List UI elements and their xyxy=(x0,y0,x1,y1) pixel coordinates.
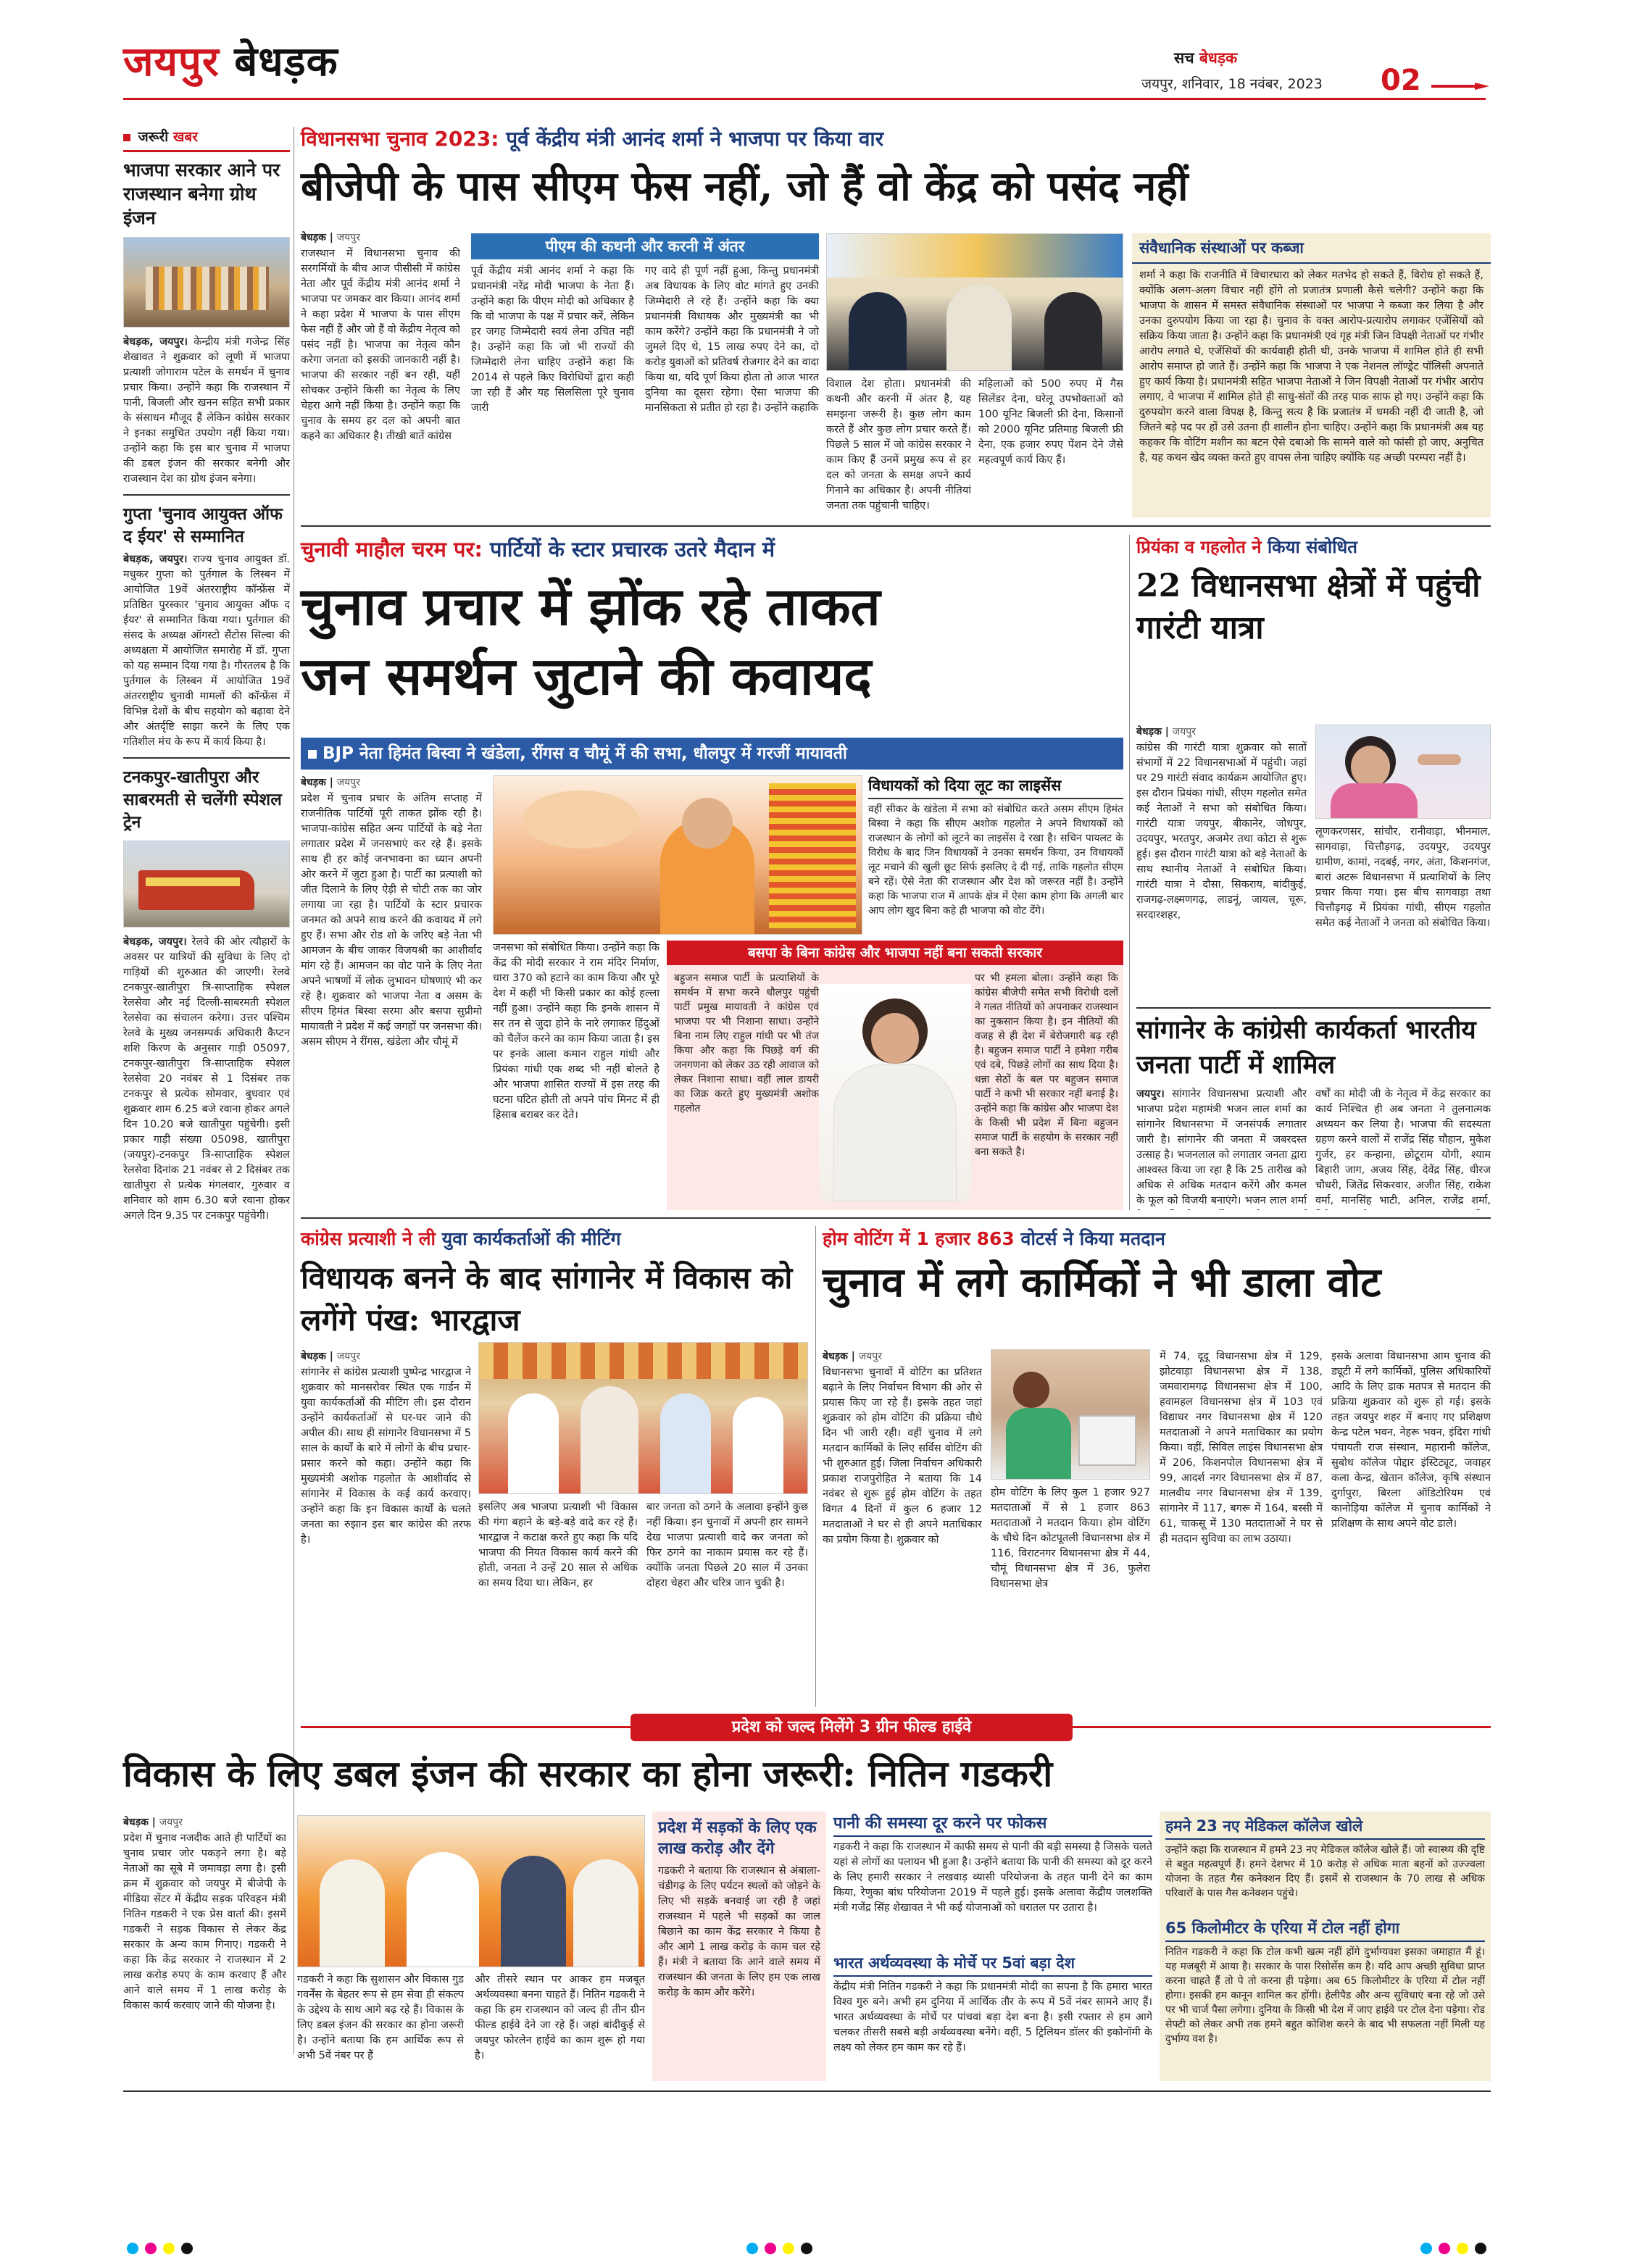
sidebar-story-3: बेधड़क, जयपुर। रेलवे की ओर त्यौहारों के अवसर पर यात्रियों की सुविधा के लिए दो गाड़ियों की शुरुआत की जाएगी। रेलवे टनकपुर-खातीपुरा त्रि-साप्ताहिक स्पेशल रेलसेवा और नई दिल्ली-साबरमती स्पेशल रेलसेवा का संचालन करेगा। उत्तर पश्चिम रेलवे के मुख्य जनसम्पर्क अधिकारी कैप्टन शशि किरण के अनुसार गाड़ी 05097, टनकपुर-खातीपुरा त्रि-साप्ताहिक स्पेशल रेलसेवा 20 नवंबर से 1 दिसंबर तक टनकपुर से प्रत्येक सोमवार, बुधवार एवं शुक्रवार शाम 6.25 बजे रवाना होकर अगले दिन 10.20 बजे खातीपुरा पहुंचेगी। इसी प्रकार गाड़ी संख्या 05098, खातीपुरा (जयपुर)-टनकपुर त्रि-साप्ताहिक स्पेशल रेलसेवा दिनांक 21 नवंबर से 2 दिसंबर तक खातीपुरा से प्रत्येक मंगलवार, गुरुवार व शनिवार को शाम 6.30 बजे रवाना होकर अगले दिन 9.35 पर टनकपुर पहुंचेगी। xyxy=(123,936,291,1222)
story7-col3: और तीसरे स्थान पर आकर हम मजबूत अर्थव्यवस्था बनना चाहते हैं। नितिन गडकरी ने कहा कि हम राजस्थान को जल्द ही तीन ग्रीन फील्ड हाईवे देने जा रहे हैं। जहां बांदीकुई से जयपुर फोरलेन हाईवे का काम शुरू हो गया है। xyxy=(475,1974,645,2061)
story7-box1-text: गडकरी ने बताया कि राजस्थान से अंबाला-चंडीगढ़ के लिए पर्यटन स्थलों को जोड़ने के लिए भी सड़कें बनवाई जा रही है जहां राजस्थान में पहले भी सड़कों का जाल बिछाने का काम केंद्र सरकार ने किया है और आगे 1 लाख करोड़ के काम चल रहे हैं। मंत्री ने बताया कि आने वाले समय में राजस्थान की जनता के लिए हम एक लाख करोड़ के काम और करेंगे। xyxy=(658,1865,820,1998)
story1-kicker: विधानसभा चुनाव 2023: पूर्व केंद्रीय मंत्री आनंद शर्मा ने भाजपा पर किया वार xyxy=(301,127,884,151)
story2-box1-title: विधायकों को दिया लूट का लाइसेंस xyxy=(868,775,1123,799)
square-bullet-icon xyxy=(123,134,130,141)
story5-col1: सांगानेर से कांग्रेस प्रत्याशी पुष्पेन्द्र भारद्वाज ने शुक्रवार को मानसरोवर स्थित एक गार्डन में युवा कार्यकर्ताओं की मीटिंग ली। इस दौरान उन्होंने कार्यकर्ताओं से घर-घर जाने की अपील की। साथ ही सांगानेर विधानसभा में 5 साल के कार्यों के बारे में लोगों के बीच प्रचार-प्रसार करने को कहा। उन्होंने कहा कि मुख्यमंत्री अशोक गहलोत के आशीर्वाद से सांगानेर में विकास के कई कार्य करवाए। उन्होंने कहा कि इन विकास कार्यों के चलते जनता का रुझान इस बार कांग्रेस की तरफ है। xyxy=(301,1367,471,1546)
story1-byline: बेधड़क | जयपुर xyxy=(301,232,360,243)
story1-col4: विशाल देश होता। प्रधानमंत्री की कथनी और करनी में अंतर है, यह समझना जरूरी है। कुछ लोग काम करते हैं और कुछ लोग प्रचार करते हैं। पिछले 5 साल में जो कांग्रेस सरकार ने काम किए हैं उनमें प्रमुख रूप से हर दल को जनता के समक्ष अपने कार्य गिनाने का अधिकार है। अपनी नीतियां जनता तक पहुंचानी चाहिए। xyxy=(826,378,971,512)
story3-byline: बेधड़क | जयपुर xyxy=(1136,726,1196,738)
cyan-dot-icon xyxy=(127,2243,138,2254)
masthead-logo xyxy=(123,33,338,88)
banner: प्रदेश को जल्द मिलेंगे 3 ग्रीन फील्ड हाईवे xyxy=(631,1714,1073,1741)
story2-box1 xyxy=(868,775,1123,935)
story6-byline: बेधड़क | जयपुर xyxy=(823,1351,882,1362)
masthead-rule xyxy=(123,98,1486,100)
story1-col5: महिलाओं को 500 रुपए में गैस सिलेंडर देना, घरेलू उपभोक्ताओं को 100 यूनिट बिजली फ्री देना, किसानों को 2000 यूनिट प्रतिमाह बिजली फ्री देना, एक हजार रुपए पेंशन देने जैसे महत्वपूर्ण कार्य किए हैं। xyxy=(978,378,1123,466)
story7-box3-title: भारत अर्थव्यवस्था के मोर्चे पर 5वां बड़ा देश xyxy=(833,1953,1152,1977)
story6-headline: चुनाव में लगे कार्मिकों ने भी डाला वोट xyxy=(823,1259,1381,1306)
story2-box2-right: पर भी हमला बोला। उन्होंने कहा कि कांग्रेस बीजेपी समेत सभी विरोधी दलों ने गलत नीतियों को अपनाकर राजस्थान का नुकसान किया है। इन नीतियों की वजह से ही देश में बेरोजगारी बढ़ रही है। बहुजन समाज पार्टी ने हमेशा गरीब एवं दबे, पिछड़े लोगों का साथ दिया है। धन्ना सेठों के बल पर बहुजन समाज पार्टी ने कभी भी सरकार नहीं बनाई है। उन्होंने कहा कि कांग्रेस और भाजपा देश के किसी भी प्रदेश में बिना बहुजन समाज पार्टी के सहयोग के सरकार नहीं बना सकते है। xyxy=(975,972,1118,1158)
story7-box1 xyxy=(652,1812,826,2081)
sidebar-headline-3: टनकपुर-खातीपुरा और साबरमती से चलेंगी स्पेशल ट्रेन xyxy=(123,767,282,832)
cyan-dot-icon xyxy=(746,2243,758,2254)
page-number: 02 xyxy=(1381,64,1421,97)
story7-byline: बेधड़क | जयपुर xyxy=(123,1817,183,1828)
train-photo xyxy=(123,841,290,927)
story1-rule xyxy=(301,525,1491,527)
story1-col1: राजस्थान में विधानसभा चुनाव की सरगर्मियों के बीच आज पीसीसी में कांग्रेस नेता और पूर्व केंद्रीय मंत्री आनंद शर्मा ने भाजपा पर जमकर वार किया। आनंद शर्मा ने कहा प्रदेश में भाजपा के पास सीएम फेस नहीं हैं और जो हैं वो केंद्रीय नेतृत्व को पसंद नहीं है। भाजपा का नेतृत्व कौन करेगा जनता को इसकी जानकारी नहीं है। भाजपा की सरकार नहीं बन रही, यहीं सोचकर उन्होंने किसी का नेतृत्व के लिए चेहरा आगे नहीं किया है। उन्होंने कहा कि चुनाव के समय हर दल को अपनी बात कहने का अधिकार है। तीखी बातें कांग्रेस xyxy=(301,248,460,442)
story1-headline: बीजेपी के पास सीएम फेस नहीं, जो हैं वो केंद्र को पसंद नहीं xyxy=(301,162,1189,210)
black-dot-icon xyxy=(801,2243,812,2254)
logo-part2: बेधड़क xyxy=(234,38,338,86)
story1-col2: पूर्व केंद्रीय मंत्री आनंद शर्मा ने कहा कि प्रधानमंत्री नरेंद्र मोदी भाजपा के नेता हैं। उन्होंने कहा कि पीएम मोदी को अधिकार है कि वो भाजपा के पक्ष में प्रचार करें, लेकिन हर जगह जिम्मेदारी स्वयं लेना उचित नहीं है। उन्होंने कहा कि जो भी राज्यों की जिम्मेदारी लेना चाहिए उन्होंने कहा कि 2014 से पहले किए विरोधियों द्वारा कही जा रही हैं और यह सिलसिला पूरे चुनाव जारी xyxy=(471,265,634,414)
black-dot-icon xyxy=(1475,2243,1486,2254)
tagline-pre: सच xyxy=(1174,49,1194,67)
gadkari-press-photo xyxy=(297,1815,645,1967)
sidebar-story-2: बेधड़क, जयपुर। राज्य चुनाव आयुक्त डॉ. मधुकर गुप्ता को पुर्तगाल के लिस्बन में आयोजित 19वें अंतरराष्ट्रीय कॉन्फ्रेंस में प्रतिष्ठित पुरस्कार 'चुनाव आयुक्त ऑफ द ईयर' से सम्मानित किया गया। पुर्तगाल की संसद के अध्यक्ष ऑगस्टो सैंटोस सिल्वा की अध्यक्षता में आयोजित समारोह में डॉ. गुप्ता को यह सम्मान दिया गया है। गौरतलब है कि पुर्तगाल के लिस्बन में आयोजित 19वें अंतरराष्ट्रीय चुनावी मामलों की कॉन्फ्रेंस में विभिन्न देशों के बीच सहयोग को बढ़ावा देने और अंतर्दृष्टि साझा करने के लिए एक गतिशील मंच के रूप में कार्य किया है। xyxy=(123,554,290,748)
yellow-dot-icon xyxy=(1457,2243,1468,2254)
sidebar-label: जरूरी खबर xyxy=(123,127,290,152)
magenta-dot-icon xyxy=(765,2243,776,2254)
story6-col-wide: होम वोटिंग के लिए कुल 1 हजार 927 मतदाताओं में से 1 हजार 863 मतदाताओं ने मतदान किया। होम वोटिंग के चौथे दिन कोटपूतली विधानसभा क्षेत्र में 116, विराटनगर विधानसभा क्षेत्र में 44, चौमूं विधानसभा क्षेत्र में 36, फुलेरा विधानसभा क्षेत्र xyxy=(991,1487,1150,1590)
cyan-dot-icon xyxy=(1420,2243,1432,2254)
sidebar-headline-2: गुप्ता 'चुनाव आयुक्त ऑफ द ईयर' से सम्मानित xyxy=(123,504,283,546)
sidebar-story-1: बेधड़क, जयपुर। केन्द्रीय मंत्री गजेन्द्र सिंह शेखावत ने शुक्रवार को लूणी में भाजपा प्रत्याशी जोगाराम पटेल के समर्थन में चुनाव प्रचार किया। उन्होंने कहा कि राजस्थान में पानी, बिजली और खनन सहित सभी प्रकार के संसाधन मौजूद हैं लेकिन कांग्रेस सरकार ने इनका समुचित उपयोग नहीं किया गया। उन्होंने कहा कि इस बार चुनाव में भाजपा की डबल इंजन की सरकार बनेगी और राजस्थान देश का ग्रोथ इंजन बनेगा। xyxy=(123,336,290,485)
story2-kicker: चुनावी माहौल चरम पर: पार्टियों के स्टार प्रचारक उतरे मैदान में xyxy=(301,537,775,562)
square-bullet-icon xyxy=(308,750,317,759)
story2-headline-line1: चुनाव प्रचार में झोंक रहे ताकत xyxy=(301,575,881,637)
story4-col1: जयपुर। सांगानेर विधानसभा प्रत्याशी और भाजपा प्रदेश महामंत्री भजन लाल शर्मा का सांगानेर विधानसभा में जनसंपर्क लगातार जारी है। सांगानेर की जनता में जबरदस्त उत्साह है। भजनलाल को लगातार जनता द्वारा आश्वस्त किया जा रहा है कि 25 तारीख को अधिक से अधिक मतदान करेंगे और कमल के फूल को विजयी बनाएंगे। भजन लाल शर्मा xyxy=(1136,1088,1307,1206)
story3-col2: लूणकरणसर, सांचौर, रानीवाड़ा, भीनमाल, सागवाड़ा, चित्तौड़गढ़, उदयपुर, उदयपुर ग्रामीण, कामां, नदबई, नगर, अंता, किशनगंज, बारां अटरू विधानसभा में प्रत्याशियों के लिए प्रचार किया गया। इस बीच सागवाड़ा तथा चित्तौड़गढ़ में प्रियंका गांधी, सीएम गहलोत समेत कई नेताओं ने जनता को संबोधित किया। xyxy=(1315,826,1491,929)
story6-col1: विधानसभा चुनावों में वोटिंग का प्रतिशत बढ़ाने के लिए निर्वाचन विभाग की ओर से प्रयास किए जा रहे हैं। इसके तहत जहां शुक्रवार को होम वोटिंग की प्रक्रिया चौथे दिन भी जारी रही। वहीं चुनाव में लगे मतदान कार्मिकों के लिए सर्विस वोटिंग की भी शुरुआत हुई। जिला निर्वाचन अधिकारी प्रकाश राजपुरोहित ने बताया कि 14 नवंबर से शुरू हुई होम वोटिंग के तहत विगत 4 दिनों में कुल 6 हजार 12 मतदाताओं ने घर से ही अपने मताधिकार का प्रयोग किया है। शुक्रवार को xyxy=(823,1367,982,1546)
story3-col1: कांग्रेस की गारंटी यात्रा शुक्रवार को सातों संभागों में 22 विधानसभाओं में पहुंची। जहां पर 29 गारंटी संवाद कार्यक्रम आयोजित हुए। इस दौरान प्रियंका गांधी, सीएम गहलोत समेत कई नेताओं ने सभा को संबोधित किया। गारंटी यात्रा जयपुर, बीकानेर, जोधपुर, उदयपुर, भरतपुर, अजमेर तथा कोटा से शुरू हुई। इस दौरान गारंटी यात्रा को बड़े नेताओं के साथ स्थानीय नेताओं ने संबोधित किया। गारंटी यात्रा ने दौसा, सिकराय, बांदीकुई, राजगढ़-लक्ष्मणगढ़, लाडनूं, जायल, चूरू, सरदारशहर, xyxy=(1136,742,1307,921)
story7-box5-text: नितिन गडकरी ने कहा कि टोल कभी खत्म नहीं होंगे दुर्भाग्यवश इसका जमाहात मैं हूं। यह मजबूरी में आया है। सरकार के पास रिसोर्सेस कम है। यदि आप अच्छी सुविधा प्राप्त करना चाहते हैं तो पे तो करना ही पड़ेगा। अब 65 किलोमीटर के एरिया में टोल नहीं होगा। इसकी हम कानून शामिल कर होंगी। हेलीपैड और अन्य सुविधाएं बना रहे जो उसे पर भी चार्ज पैसा लगेगा। दुनिया के किसी भी देश में जाए हाईवे पर टोल देना पड़ेगा। रोड सेफ्टी को लेकर अभी तक हमने बहुत कोशिश करने के बाद भी सफलता नहीं मिली यह दुर्भाग्य वश है। xyxy=(1165,1946,1485,2045)
story7-col2: गडकरी ने कहा कि सुशासन और विकास गुड गवर्नेंस के बेहतर रूप से हम सेवा ही संकल्प के उद्देश्य के साथ आगे बढ़ रहे हैं। विकास के लिए डबल इंजन की सरकार का होना जरूरी है। उन्होंने बताया कि हम आर्थिक रूप से अभी 5वें नंबर पर हैं xyxy=(297,1974,464,2061)
registration-marks xyxy=(0,2239,1627,2261)
story2-divider xyxy=(1129,535,1130,1210)
black-dot-icon xyxy=(181,2243,193,2254)
story2-subbar: BJP नेता हिमंत बिस्वा ने खंडेला, रींगस व चौमूं में की सभा, धौलपुर में गरजीं मायावती xyxy=(301,738,1123,770)
story3-kicker: प्रियंका व गहलोत ने किया संबोधित xyxy=(1136,537,1357,557)
story3-headline: 22 विधानसभा क्षेत्रों में पहुंची गारंटी यात्रा xyxy=(1136,567,1481,646)
pen-nib-icon xyxy=(1431,80,1489,87)
story2-rule xyxy=(301,1217,1491,1219)
rally-photo xyxy=(123,237,290,328)
story5-headline: विधायक बनने के बाद सांगानेर में विकास को लगेंगे पंख: भारद्वाज xyxy=(301,1260,793,1338)
story2-box2-left: बहुजन समाज पार्टी के प्रत्याशियों के समर्थन में सभा करने धौलपुर पहुंची पार्टी प्रमुख मायावती ने कांग्रेस एवं भाजपा पर भी निशाना साधा। उन्होंने बिना नाम लिए राहुल गांधी पर भी तंज किया और कहा कि पिछड़े वर्ग की जनगणना को लेकर उठ रही आवाज को लेकर निशाना साधा। वहीं लाल डायरी का जिक्र करते हुए मुख्यमंत्री अशोक गहलोत xyxy=(674,972,819,1114)
story1-side-title: संवैधानिक संस्थाओं पर कब्जा xyxy=(1132,233,1491,264)
story7-box1-title: प्रदेश में सड़कों के लिए एक लाख करोड़ और देंगे xyxy=(658,1819,817,1858)
masthead xyxy=(0,0,1627,101)
tagline xyxy=(1174,48,1237,68)
yellow-dot-icon xyxy=(783,2243,794,2254)
story1-side-text: शर्मा ने कहा कि राजनीति में विचारधारा को लेकर मतभेद हो सकते हैं, विरोध हो सकते हैं, क्योंकि अलग-अलग विचार नहीं होंगे तो प्रजातंत्र प्रणाली कैसे चलेगी? उन्होंने कहा कि भाजपा के शासन में समस्त संवैधानिक संस्थाओं पर भाजपा ने कब्जा कर लिया है और उनका दुरुपयोग किया जा रहा है। चुनाव के वक्त आरोप-प्रत्यारोप लगाकर एजेंसियों को सक्रिय किया जाता है। उन्होंने कहा कि प्रधानमंत्री एवं गृह मंत्री जिन विपक्षी नेताओं पर गंभीर आरोप लगाते थे, एजेंसियों की कार्यवाही होती थी, उनके भाजपा में शामिल होते ही सभी आरोप समाप्त हो जाते हैं। उन्होंने कहा कि भाजपा ने एक नेशनल लॉण्ड्रेट पॉलिसी अपनाते हुए कार्य किया है। प्रधानमंत्री सहित भाजपा नेताओं ने जिन विपक्षी नेताओं पर गंभीर आरोप लगाए, वे भाजपा में शामिल होते ही साधु-संतों की तरह पाक साफ हो गए। उन्होंने कहा कि दुरुपयोग करने वाला विपक्ष है, किन्तु सत्य है कि प्रजातंत्र में धमकी नहीं दी जाती है, जो जितने बड़े पद पर हों उसे उतना ही शालीन होना चाहिए। उन्होंने कहा कि प्रधानमंत्री अब यह कहकर कि वोटिंग मशीन का बटन ऐसे दबाओ कि सामने वाले को फांसी हो जाए, अनुचित है, यह कथन खेद व्यक्त करते हुए वापस लेना चाहिए क्योंकि यह अच्छी परम्परा नहीं है। xyxy=(1139,270,1484,464)
bhardwaj-meeting-photo xyxy=(478,1342,808,1494)
story5-divider xyxy=(815,1226,816,1707)
story7-box2 xyxy=(833,1812,1152,2081)
story7-box4-text: उन्होंने कहा कि राजस्थान में हमने 23 नए मेडिकल कॉलेज खोले हैं। जो स्वास्थ्य की दृष्टि से बहुत महत्वपूर्ण हैं। हमने देशभर में 10 करोड़ से अधिक माता बहनों को उज्ज्वला योजना के तहत गैस कनेक्शन दिए हैं। इसमें से राजस्थान के 70 लाख से अधिक परिवारों के पास गैस कनेक्शन पहुंचे। xyxy=(1165,1844,1485,1899)
mayawati-photo xyxy=(819,984,971,1201)
story7-box4 xyxy=(1160,1812,1491,2081)
magenta-dot-icon xyxy=(145,2243,157,2254)
home-voting-photo xyxy=(991,1349,1150,1480)
anand-sharma-press-photo xyxy=(826,233,1123,371)
story2-box1-text: वहीं सीकर के खंडेला में सभा को संबोधित करते असम सीएम हिमंत बिस्वा ने कहा कि सीएम अशोक गहलोत ने अपने विधायकों को राजस्थान के लोगों को लूटने का लाइसेंस दे रखा है। सचिन पायलट के विरोध के बाद जिन विधायकों ने उनका समर्थन किया, उन विधायकों लूट मचाने की खुली छूट सिर्फ इसलिए दे दी गई, ताकि गहलोत सीएम बने रहें। ऐसे नेता की राजस्थान और देश को जरूरत नहीं है। उन्होंने कहा कि भाजपा राज में आपके क्षेत्र में ऐसा काम होगा कि अगली बार आप लोग खुद बिना कहे ही भाजपा को वोट देंगे। xyxy=(868,804,1123,917)
magenta-dot-icon xyxy=(1439,2243,1450,2254)
dateline: जयपुर, शनिवार, 18 नवंबर, 2023 xyxy=(1141,76,1323,92)
sidebar-headline-1: भाजपा सरकार आने पर राजस्थान बनेगा ग्रोथ इंजन xyxy=(123,159,280,228)
story2-byline: बेधड़क | जयपुर xyxy=(301,777,360,788)
story6-col3: इसके अलावा विधानसभा आम चुनाव की ड्यूटी में लगे कार्मिकों, पुलिस अधिकारियों आदि के लिए डाक मतपत्र से मतदान की प्रक्रिया शुक्रवार को शुरू हो गई। इसके तहत जयपुर शहर में बनाए गए प्रशिक्षण केन्द्र पटेल भवन, नेहरू भवन, इंदिरा गांधी पंचायती राज संस्थान, महारानी कॉलेज, सुबोध कॉलेज पोद्दार इंस्टिट्यूट, जवाहर कला केन्द्र, खेतान कॉलेज, कृषि संस्थान दुर्गापुरा, बिरला ऑडिटोरियम एवं कानोड़िया कॉलेज में चुनाव कार्मिकों ने प्रशिक्षण के साथ अपने वोट डाले। xyxy=(1331,1351,1491,1530)
story5-col2: इसलिए अब भाजपा प्रत्याशी भी विकास की गंगा बहाने के बड़े-बड़े वादे कर रहे हैं। भारद्वाज ने कटाक्ष करते हुए कहा कि यदि भाजपा की नियत विकास कार्य करने की होती, जनता ने उन्हें 20 साल से अधिक का समय दिया था। लेकिन, हर xyxy=(478,1501,638,1589)
story1-box-title: पीएम की कथनी और करनी में अंतर xyxy=(471,233,819,259)
story3-rule xyxy=(1136,1007,1491,1009)
story6-kicker: होम वोटिंग में 1 हजार 863 वोटर्स ने किया मतदान xyxy=(823,1228,1165,1249)
story4-headline: सांगानेर के कांग्रेसी कार्यकर्ता भारतीय जनता पार्टी में शामिल xyxy=(1136,1015,1476,1080)
story7-box4-title: हमने 23 नए मेडिकल कॉलेज खोले xyxy=(1165,1816,1485,1840)
priyanka-photo xyxy=(1315,725,1491,819)
story2-headline-line2: जन समर्थन जुटाने की कवायद xyxy=(301,645,872,706)
story4-col2: वर्षों का मोदी जी के नेतृत्व में केंद्र सरकार का कार्य निश्चित ही अब जनता ने तुलनात्मक अध्ययन कर लिया है। भाजपा की सदस्यता ग्रहण करने वालों में राजेंद्र सिंह चौहान, मुकेश गुर्जर, हर कन्हाना, छोटूराम योगी, श्याम बिहारी जाग, अजय सिंह, देवेंद्र सिंह, धीरज चौधरी, जितेंद्र सिकरवार, अजीत सिंह, राकेश वर्मा, मानसिंह भाटी, अनिल, राजेंद्र शर्मा, xyxy=(1315,1088,1491,1206)
yellow-dot-icon xyxy=(163,2243,175,2254)
story2-col1: प्रदेश में चुनाव प्रचार के अंतिम सप्ताह में राजनीतिक पार्टियों पूरी ताकत झोंक रही है। भाजपा-कांग्रेस सहित अन्य पार्टियों के बड़े नेता लगातार प्रदेश में जनसभाएं कर रहे हैं। इसके साथ ही हर कोई जनभावना का ध्यान अपनी ओर करने में जुटा हुआ है। पार्टी का प्रत्याशी को जीत दिलाने के लिए ऐड़ी से चोटी तक का जोर लगाया जा रहा है। पार्टियों के स्टार प्रचारक जनमत को अपने साथ करने की कवायद में लगे हुए हैं। सभा और रोड शो के जरिए बड़े नेता भी आमजन के बीच जाकर विजयश्री का आशीर्वाद मांग रहे हैं। आमजन का वोट पाने के लिए नेता अपने भाषणों में लोक लुभावन घोषणाएं भी कर रहे है। शुक्रवार को भाजपा नेता व असम के सीएम हिमंत बिस्वा सरमा और बसपा सुप्रीमो मायावती ने प्रदेश में कई जगहों पर जनसभा की। असम सीएम ने रींगस, खंडेला और चौमूं में xyxy=(301,793,482,1048)
story7-box3-text: केंद्रीय मंत्री नितिन गडकरी ने कहा कि प्रधानमंत्री मोदी का सपना है कि हमारा भारत विश्व गुरु बने। अभी हम दुनिया में आर्थिक तौर के रूप में 5वें नंबर सामने आए हैं। भारत अर्थव्यवस्था के मोर्चे पर पांचवां बड़ा देश बना है। इसी रफ्तार से हम आगे चलकर तीसरी सबसे बड़ी अर्थव्यवस्था बनेंगे। वहीं, 5 ट्रिलियन डॉलर की इकोनॉमी के लक्ष्य को लेकर हम काम कर रहे हैं। xyxy=(833,1981,1152,2054)
story7-headline: विकास के लिए डबल इंजन की सरकार का होना जरूरी: नितिन गडकरी xyxy=(123,1752,1053,1795)
story7-col1: प्रदेश में चुनाव नजदीक आते ही पार्टियों का चुनाव प्रचार जोर पकड़ने लगा है। बड़े नेताओं का सूबे में जमावड़ा लगा है। इसी क्रम में शुक्रवार को जयपुर में बीजेपी के मीडिया सेंटर में केंद्रीय सड़क परिवहन मंत्री नितिन गडकरी ने एक प्रेस वार्ता की। इसमें गडकरी ने सड़क विकास से लेकर केंद्र सरकार के अन्य काम गिनाए। गडकरी ने कहा कि केंद्र सरकार ने राजस्थान में 2 लाख करोड़ रुपए के काम करवाए हैं और आने वाले समय में 1 लाख करोड़ के विकास कार्य करवाए जाने की योजना है। xyxy=(123,1833,286,2011)
story5-col3: बार जनता को ठगने के अलावा इन्होंने कुछ नहीं किया। इन चुनावों में अपनी हार सामने देख भाजपा प्रत्याशी वादे कर जनता को फिर ठगने का नाकाम प्रयास कर रहे हैं। क्योंकि जनता पिछले 20 साल में उनका दोहरा चेहरा और चरित्र जान चुकी है। xyxy=(646,1501,808,1589)
tagline-brand: बेधड़क xyxy=(1199,49,1238,67)
story5-kicker: कांग्रेस प्रत्याशी ने ली युवा कार्यकर्ताओं की मीटिंग xyxy=(301,1228,621,1249)
logo-part1: जयपुर xyxy=(123,38,220,86)
story7-box2-text: गडकरी ने कहा कि राजस्थान में काफी समय से पानी की बड़ी समस्या है जिसके चलते यहां से लोगों का पलायन भी हुआ है। उन्होंने बताया कि पानी की समस्या को दूर करने के लिए हमारी सरकार ने लखवाड़ व्यासी परियोजना के तहत पानी देने का काम किया, रेणुका बांध परियोजना 2019 में पहले हुई। इसके अलावा केंद्रीय जलशक्ति मंत्री गजेंद्र सिंह शेखावत ने भी कई योजनाओं को धरातल पर उतारा है। xyxy=(833,1841,1152,1914)
story2-box2-title: बसपा के बिना कांग्रेस और भाजपा नहीं बना सकती सरकार xyxy=(667,941,1123,965)
footer-rule xyxy=(123,2090,1491,2092)
himanta-rally-photo xyxy=(493,775,862,935)
story2-col2: जनसभा को संबोधित किया। उन्होंने कहा कि केंद्र की मोदी सरकार ने राम मंदिर निर्माण, धारा 370 को हटाने का काम किया और पूरे देश में कहीं भी किसी प्रकार का कोई हल्ला नहीं हुआ। उन्होंने कहा कि इनके शासन में सर तन से जुदा होने के नारे लगाकर हिंदुओं को चैलेंज करने का काम किया जाता है। इस पर इनके आला कमान राहुल गांधी और प्रियंका गांधी एक शब्द भी नहीं बोलते है और भाजपा शासित राज्यों में इस तरह की घटना घटित होती तो अपने पांच मिनट में ही हिसाब बराबर कर देते। xyxy=(493,942,659,1121)
story2-box2 xyxy=(667,941,1123,1210)
story7-box2-title: पानी की समस्या दूर करने पर फोकस xyxy=(833,1812,1152,1837)
story1-col3: गए वादे ही पूर्ण नहीं हुआ, किन्तु प्रधानमंत्री अब विधायक के लिए वोट मांगते हुए उनकी जिम्मेदारी ले रहे हैं। उन्होंने कहा कि क्या प्रधानमंत्री विधायक और मुख्यमंत्री का भी काम करेंगे? उन्होंने कहा कि प्रधानमंत्री ने जो जुमले दिए थे, 15 लाख रुपए देने का, दो करोड़ युवाओं को प्रतिवर्ष रोजगार देने का वादा किया था, यदि पूर्ण किया होता तो आज भारत दुनिया का दूसरा रहेगा। ऐसा भाजपा की मानसिकता से प्रतीत हो रहा है। उन्होंने कहाकि xyxy=(645,265,819,414)
story6-col2: में 74, दूदू विधानसभा क्षेत्र में 129, झोटवाड़ा विधानसभा क्षेत्र में 138, जमवारामगढ़ विधानसभा क्षेत्र में 100, हवामहल विधानसभा क्षेत्र में 103 एवं विद्याधर नगर विधानसभा क्षेत्र में 120 मतदाताओं ने अपने मताधिकार का प्रयोग किया। वहीं, सिविल लाइंस विधानसभा क्षेत्र में 206, किशनपोल विधानसभा क्षेत्र में 99, आदर्श नगर विधानसभा क्षेत्र में 87, मालवीय नगर विधानसभा क्षेत्र में 139, सांगानेर में 117, बगरू में 164, बस्सी में 61, चाकसू में 130 मतदाताओं ने घर से ही मतदान सुविधा का लाभ उठाया। xyxy=(1160,1351,1323,1545)
story7-box5-title: 65 किलोमीटर के एरिया में टोल नहीं होगा xyxy=(1165,1918,1485,1942)
story1-side-box xyxy=(1132,233,1491,517)
story5-byline: बेधड़क | जयपुर xyxy=(301,1351,360,1362)
